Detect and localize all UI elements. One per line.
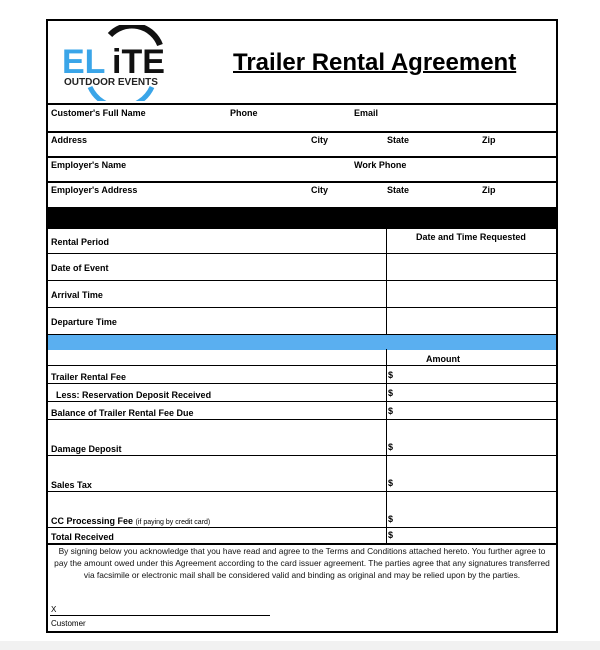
rental-agreement-form [46,19,558,633]
employer-state-label: State [387,185,410,195]
employer-city-label: City [311,185,329,195]
amount-header: Amount [426,354,460,364]
customer-name-label: Customer's Full Name [51,108,146,118]
address-label: Address [51,135,88,145]
balance-due-label: Balance of Trailer Rental Fee Due [51,408,194,418]
signature-mark: X [51,605,57,614]
date-of-event-label: Date of Event [51,263,109,273]
page-title: Trailer Rental Agreement [233,49,517,76]
state-label: State [387,135,410,145]
balance-due-amount[interactable]: $ [388,406,394,416]
employer-zip-label: Zip [482,185,496,195]
less-deposit-amount[interactable]: $ [388,388,394,398]
svg-text:EL: EL [62,43,106,81]
elite-logo [60,25,178,101]
cc-fee-amount[interactable]: $ [388,514,394,524]
employer-name-label: Employer's Name [51,160,127,170]
sales-tax-amount[interactable]: $ [388,478,394,488]
signer-label: Customer [51,619,86,628]
phone-label: Phone [230,108,258,118]
cc-fee-note: (if paying by credit card) [135,519,211,526]
rental-period-label: Rental Period [51,237,110,247]
city-label: City [311,135,329,145]
cc-fee-label [51,516,210,526]
terms-text: By signing below you acknowledge that you have read and agree to the Terms and Conditions attached hereto. You further agree to pay the amount owed under this Agreement according to the card issuer agreement. The parties agree that any signatures transferred via facsimile or electronic mail shall be considered valid and binding as original and may be relied upon by the parties. [54,546,550,580]
date-time-header: Date and Time Requested [416,232,526,242]
sales-tax-label: Sales Tax [51,480,92,490]
damage-deposit-label: Damage Deposit [51,444,122,454]
page-shadow [0,641,600,650]
work-phone-label: Work Phone [354,160,407,170]
section-divider-blue [48,334,556,350]
total-received-amount[interactable]: $ [388,530,394,540]
trailer-rental-fee-label: Trailer Rental Fee [51,372,127,382]
arrival-time-label: Arrival Time [51,290,103,300]
signature-line[interactable] [50,615,270,616]
svg-text:OUTDOOR EVENTS: OUTDOOR EVENTS [64,77,158,88]
damage-deposit-amount[interactable]: $ [388,442,394,452]
employer-address-label: Employer's Address [51,185,138,195]
departure-time-label: Departure Time [51,317,117,327]
email-label: Email [354,108,379,118]
trailer-rental-fee-amount[interactable]: $ [388,370,394,380]
less-deposit-label: Less: Reservation Deposit Received [56,390,212,400]
svg-text:iTE: iTE [112,43,165,81]
total-received-label: Total Received [51,532,114,542]
zip-label: Zip [482,135,496,145]
section-divider-black [48,207,556,229]
cc-fee-text: CC Processing Fee [51,516,134,526]
